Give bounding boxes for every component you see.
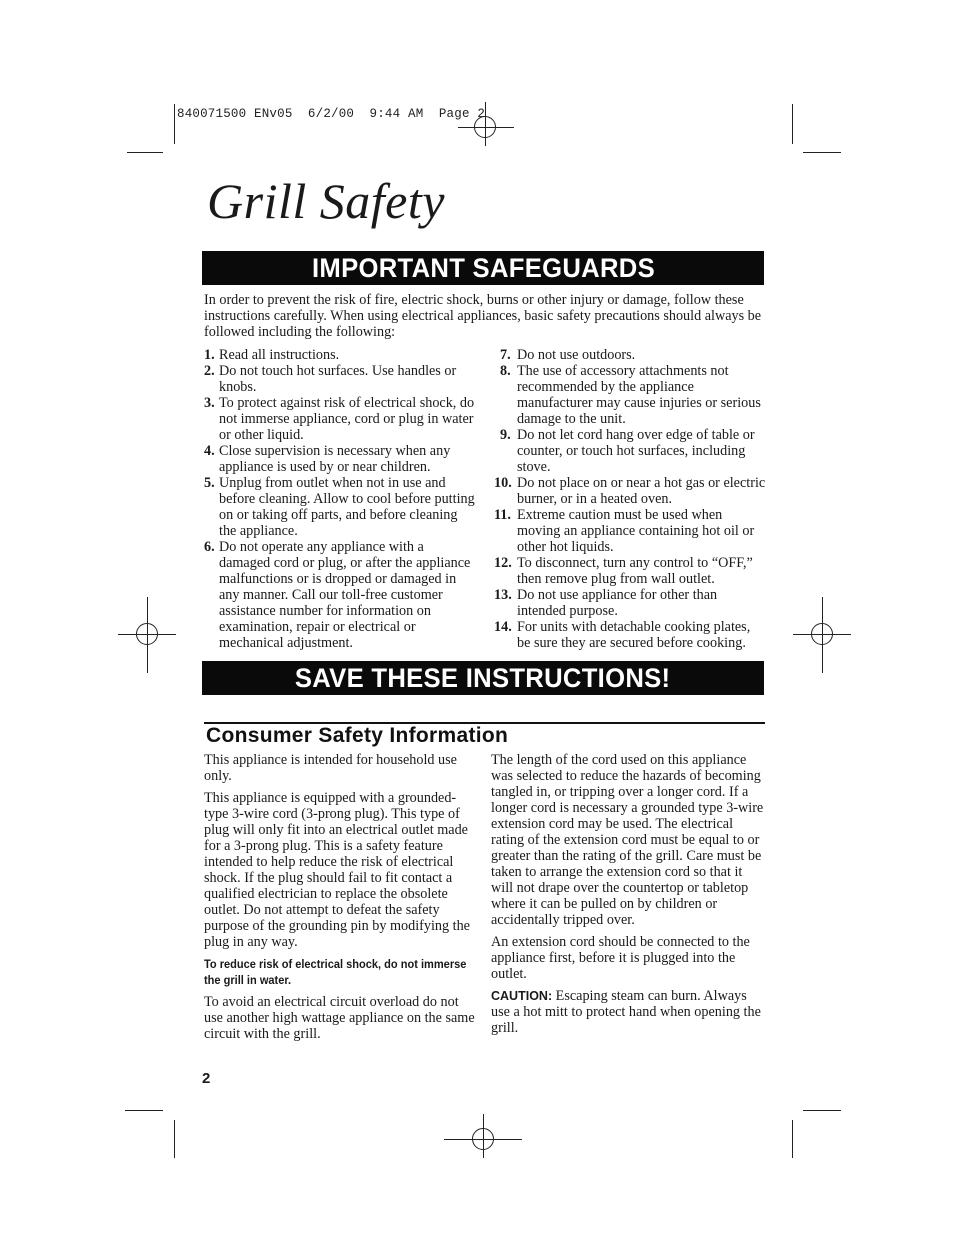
paragraph: This appliance is equipped with a grounded-type 3-wire cord (3-prong plug). This type of plug will only fit into an electrical outlet made for a 3-prong plug. This is a safety feature intended to help reduce the risk of electrical shock. If the plug should fail to fit contact a qualified electrician to replace the obsolete outlet. Do not attempt to defeat the safety purpose of the grounding pin by modifying the plug in any way.: [204, 790, 470, 950]
save-instructions-banner: [202, 661, 764, 695]
crop-mark-bottom-right-vertical: [792, 1120, 793, 1158]
list-item: 9. Do not let cord hang over edge of table or counter, or touch hot surfaces, including stove.: [500, 427, 755, 475]
paragraph: To avoid an electrical circuit overload do not use another high wattage appliance on the same circuit with the grill.: [204, 994, 475, 1042]
safeguards-list-left: [204, 347, 476, 651]
print-slug: 840071500 ENv05 6/2/00 9:44 AM Page 2: [177, 107, 486, 121]
important-safeguards-heading: IMPORTANT SAFEGUARDS: [311, 253, 655, 283]
list-item: 1. Read all instructions.: [204, 347, 340, 363]
shock-warning: To reduce risk of electrical shock, do not immerse the grill in water.: [204, 957, 467, 987]
safeguards-list-right: [494, 347, 766, 651]
consumer-safety-right-column: [491, 752, 765, 1042]
list-item: 5. Unplug from outlet when not in use and before cleaning. Allow to cool before putting on or taking off parts, and before cleaning the appliance.: [204, 475, 475, 539]
list-item: 6. Do not operate any appliance with a damaged cord or plug, or after the appliance malfunctions or is dropped or damaged in any manner. Call our toll-free customer assistance number for information on examination, repair or electrical or mechanical adjustment.: [204, 539, 471, 651]
list-item: 10. Do not place on or near a hot gas or electric burner, or in a heated oven.: [494, 475, 766, 507]
list-item: 4. Close supervision is necessary when any appliance is used by or near children.: [204, 443, 451, 475]
caution-text: Escaping steam can burn. Always use a hot mitt to protect hand when opening the grill.: [491, 988, 761, 1036]
consumer-safety-heading: Consumer Safety Information: [206, 724, 509, 747]
crop-mark-top-right-vertical: [792, 104, 793, 144]
paragraph: The length of the cord used on this appliance was selected to reduce the hazards of becoming tangled in, or tripping over a longer cord. If a longer cord is necessary a grounded type 3-wire extension cord may be used. The electrical rating of the extension cord must be equal to or greater than the rating of the grill. Care must be taken to arrange the extension cord so that it will not drape over the countertop or tabletop where it can be pulled on by children or accidentally tripped over.: [491, 752, 764, 928]
page-title: Grill Safety: [207, 173, 445, 229]
safeguards-intro: In order to prevent the risk of fire, electric shock, burns or other injury or damage, follow these instructions carefully. When using electrical appliances, basic safety precautions should always be followed including the following:: [204, 292, 762, 340]
save-instructions-heading: SAVE THESE INSTRUCTIONS!: [295, 663, 671, 693]
paragraph: This appliance is intended for household use only.: [204, 752, 457, 784]
list-item: 11. Extreme caution must be used when moving an appliance containing hot oil or other hot liquids.: [494, 507, 755, 555]
crop-mark-top-right-horizontal: [803, 152, 841, 153]
list-item: 7. Do not use outdoors.: [500, 347, 636, 363]
list-item: 3. To protect against risk of electrical shock, do not immerse appliance, cord or plug in water or other liquid.: [204, 395, 475, 443]
list-item: 14. For units with detachable cooking plates, be sure they are secured before cooking.: [494, 619, 751, 651]
list-item: 2. Do not touch hot surfaces. Use handles or knobs.: [204, 363, 457, 395]
important-safeguards-banner: [202, 251, 764, 285]
crop-mark-top-left-vertical: [174, 104, 175, 144]
page-number: 2: [202, 1070, 211, 1087]
crop-mark-bottom-right-horizontal: [803, 1110, 841, 1111]
caution-label: CAUTION:: [491, 989, 553, 1003]
paragraph: An extension cord should be connected to the appliance first, before it is plugged into the outlet.: [491, 934, 750, 982]
registration-mark-right: [805, 617, 839, 651]
caution-paragraph: [491, 988, 765, 1036]
crop-mark-bottom-left-horizontal: [125, 1110, 163, 1111]
list-item: 8. The use of accessory attachments not recommended by the appliance manufacturer may cause injuries or serious damage to the unit.: [500, 363, 761, 427]
consumer-safety-left-column: [204, 752, 476, 1048]
list-item: 13. Do not use appliance for other than intended purpose.: [494, 587, 718, 619]
registration-mark-bottom: [466, 1122, 500, 1156]
crop-mark-bottom-left-vertical: [174, 1120, 175, 1158]
registration-mark-left: [130, 617, 164, 651]
list-item: 12. To disconnect, turn any control to “OFF,” then remove plug from wall outlet.: [494, 555, 753, 587]
crop-mark-top-left-horizontal: [127, 152, 163, 153]
